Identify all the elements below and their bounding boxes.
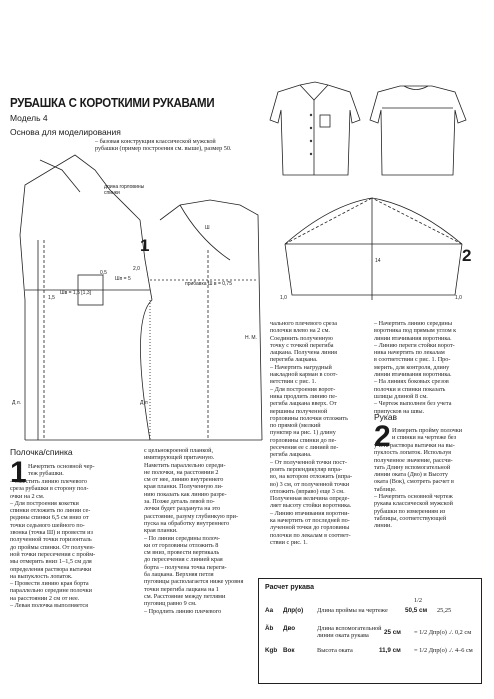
sleeve-intro: Измерить пройму полочки и спинки на чертеже без — [392, 427, 463, 442]
figure-2-number: 2 — [462, 246, 472, 265]
annotation-2-0: 2,0 — [133, 266, 140, 272]
basis-text: – базовая конструкция классической мужской рубашки (пример построения см. выше), размер 50. — [95, 138, 232, 153]
row3-name: Высота оката — [317, 647, 353, 654]
row1-half: 25,25 — [437, 607, 452, 614]
basis-heading: Основа для моделирования — [10, 127, 121, 137]
row1-value: 50,5 см — [405, 607, 428, 614]
col1-body: – Сместить линию плечевого среза рубашки в сторону пол- очки на 2 см. – Для построения кокетки спинки отложить по линии се- редины спинки 6,5 см вниз от точки седьмого шейного по- звонка (точка Ш) и провести из полученной точки горизонталь до проймы спинки. От получен- ной точки пересечения с пройм- мы отмерить вниз 1–1,5 см для определения раствора вытачки на выпуклость лопаток. – Провести линию края борта параллельно середине полочки на расстоянии 2 см от нее. – Левая полочка выполняется — [10, 478, 96, 610]
row2-value: 25 см — [384, 629, 401, 636]
section-heading-front-back: Полочка/спинка — [10, 447, 73, 457]
col3-body: чального плечевого среза полочки влево на 2 см. Соединить полученную точку с точкой перегиба лацкана. Получена линия перегиба лацкана. – Начертить нагрудный накладной карман в соот- ветствии с рис. 1. – Для построения ворот- ника продлить линию пе- региба лацкана вверх. От вершины полученной горловины полочки отложить по прямой (мелкий пунктир на рис. 1) длину горловины спинки до пе- ресечения ее с линией пе- региба лацкана. – От полученной точки пост- роить перпендикуляр впра- во, на котором отложить (впра- во) 3 см, от полученной точки отложить (вправо) еще 3 см. Полученная величина опреде- ляет высоту стойки воротника. – Линию втачивания воротни- ка начертить от последней по- лученной точки до горловины полочки по лекалам в соответ- ствии с рис. 1. — [270, 320, 353, 546]
row2-abbr: Дво — [283, 625, 296, 632]
row3-code: Kgb — [265, 647, 278, 654]
row1-abbr: Дпр(о) — [283, 607, 304, 614]
row2-name: Длина вспомогательной линии оката рукава — [317, 625, 382, 639]
bodice-pattern — [20, 155, 262, 440]
left-dim-label: Д л. — [12, 400, 22, 406]
ease-label: прибавка Ш в = 0,75 — [185, 281, 232, 287]
sleeve-height-label: 14 — [375, 258, 381, 264]
right-dim-label: Н. М. — [245, 335, 257, 341]
row3-abbr: Вок — [283, 647, 295, 654]
dropcap-1: 1 — [10, 456, 27, 489]
col4-body: – Начертить линию середины воротника под прямым углом к линии втачивания воротника. – Линию переги стойки ворот- ника начертить по лекалам в соответствии с рис. 1. Про- мерить, для контроля, длину линии втачивания воротника. – На линиях боковых срезов полочки и спинки показать шлицы длиной 8 см. – Чертеж выполнен без учета припусков на швы. — [374, 320, 457, 415]
shirt-front-sketch — [270, 82, 360, 175]
row2-code: Äb — [265, 625, 274, 632]
col1-intro: Начертить основной чер- теж рубашки. — [28, 463, 95, 478]
sleeve-pattern — [285, 198, 462, 300]
annotation-0-5: 0,5 — [100, 270, 107, 276]
figure-1-number: 1 — [140, 236, 150, 255]
row1-name: Длина проймы на чертеже — [317, 607, 388, 614]
shoulder-width-label: Шп = 5 — [115, 276, 131, 282]
sleeve-hem-left: 1,0 — [280, 295, 287, 301]
row1-code: Аа — [265, 607, 274, 614]
pocket-width-label: Шв = 1,5 [1,3] — [60, 290, 92, 296]
model-label: Модель 4 — [10, 113, 48, 123]
collar-length-label: длина горловины спинки — [104, 184, 145, 196]
calc-table-title: Расчет рукава — [265, 584, 314, 591]
center-dim-label: Д л — [140, 400, 148, 406]
sleeve-hem-right: 1,0 — [455, 295, 462, 301]
ruler-1-5: 1,5 — [48, 295, 55, 301]
back-dim-label: Ш — [205, 225, 210, 231]
dropcap-2: 2 — [374, 420, 391, 453]
section-heading-sleeve: Рукав — [374, 412, 398, 422]
row2-half: = 1/2 Дпр(о) ./. 0,2 см — [414, 629, 472, 636]
row3-half: = 1/2 Дпр(о) ./. 4–6 см — [414, 647, 473, 654]
page-title: РУБАШКА С КОРОТКИМИ РУКАВАМИ — [10, 96, 215, 110]
sleeve-calc-table — [258, 578, 482, 684]
calc-table-half-header: 1/2 — [414, 597, 423, 604]
col2-body: с цельнокроеной планкой, имитирующей притачную. Наметить параллельно середи- не полочки, на расстоянии 2 см от нее, линию внутреннего края планки. Полученную ли- нию показать как линию разре- за. Позже деталь левой по- лочки будет разданута на это расстояние, разуму глубинкую при- пуска на обработку внутреннего края планки. – По линии середины полоч- ки от горловины отложить 8 см вниз, провести вертикаль до пересечения с линией края борта – получена точка переги- ба лацкана. Верхняя петля пуговицы располагается ниже уровня точки перегиба лацкана на 1 см. Расстояние между петлями пуговиц равно 9 см. – Продлить линию плечевого — [144, 447, 244, 615]
sleeve-body: учета раствора вытачки на вы- пуклость лопаток. Используя полученное значение, рассчи- тать Длину вспомогательной линии оката (Дво) и Высоту оката (Вок), смотреть расчет в таблице. – Начертить основной чертеж рукава классической мужской рубашки по измерениям из таблицы, соответствующей линии. — [374, 442, 455, 530]
shirt-back-sketch — [370, 86, 466, 175]
row3-value: 11,9 см — [379, 647, 401, 654]
